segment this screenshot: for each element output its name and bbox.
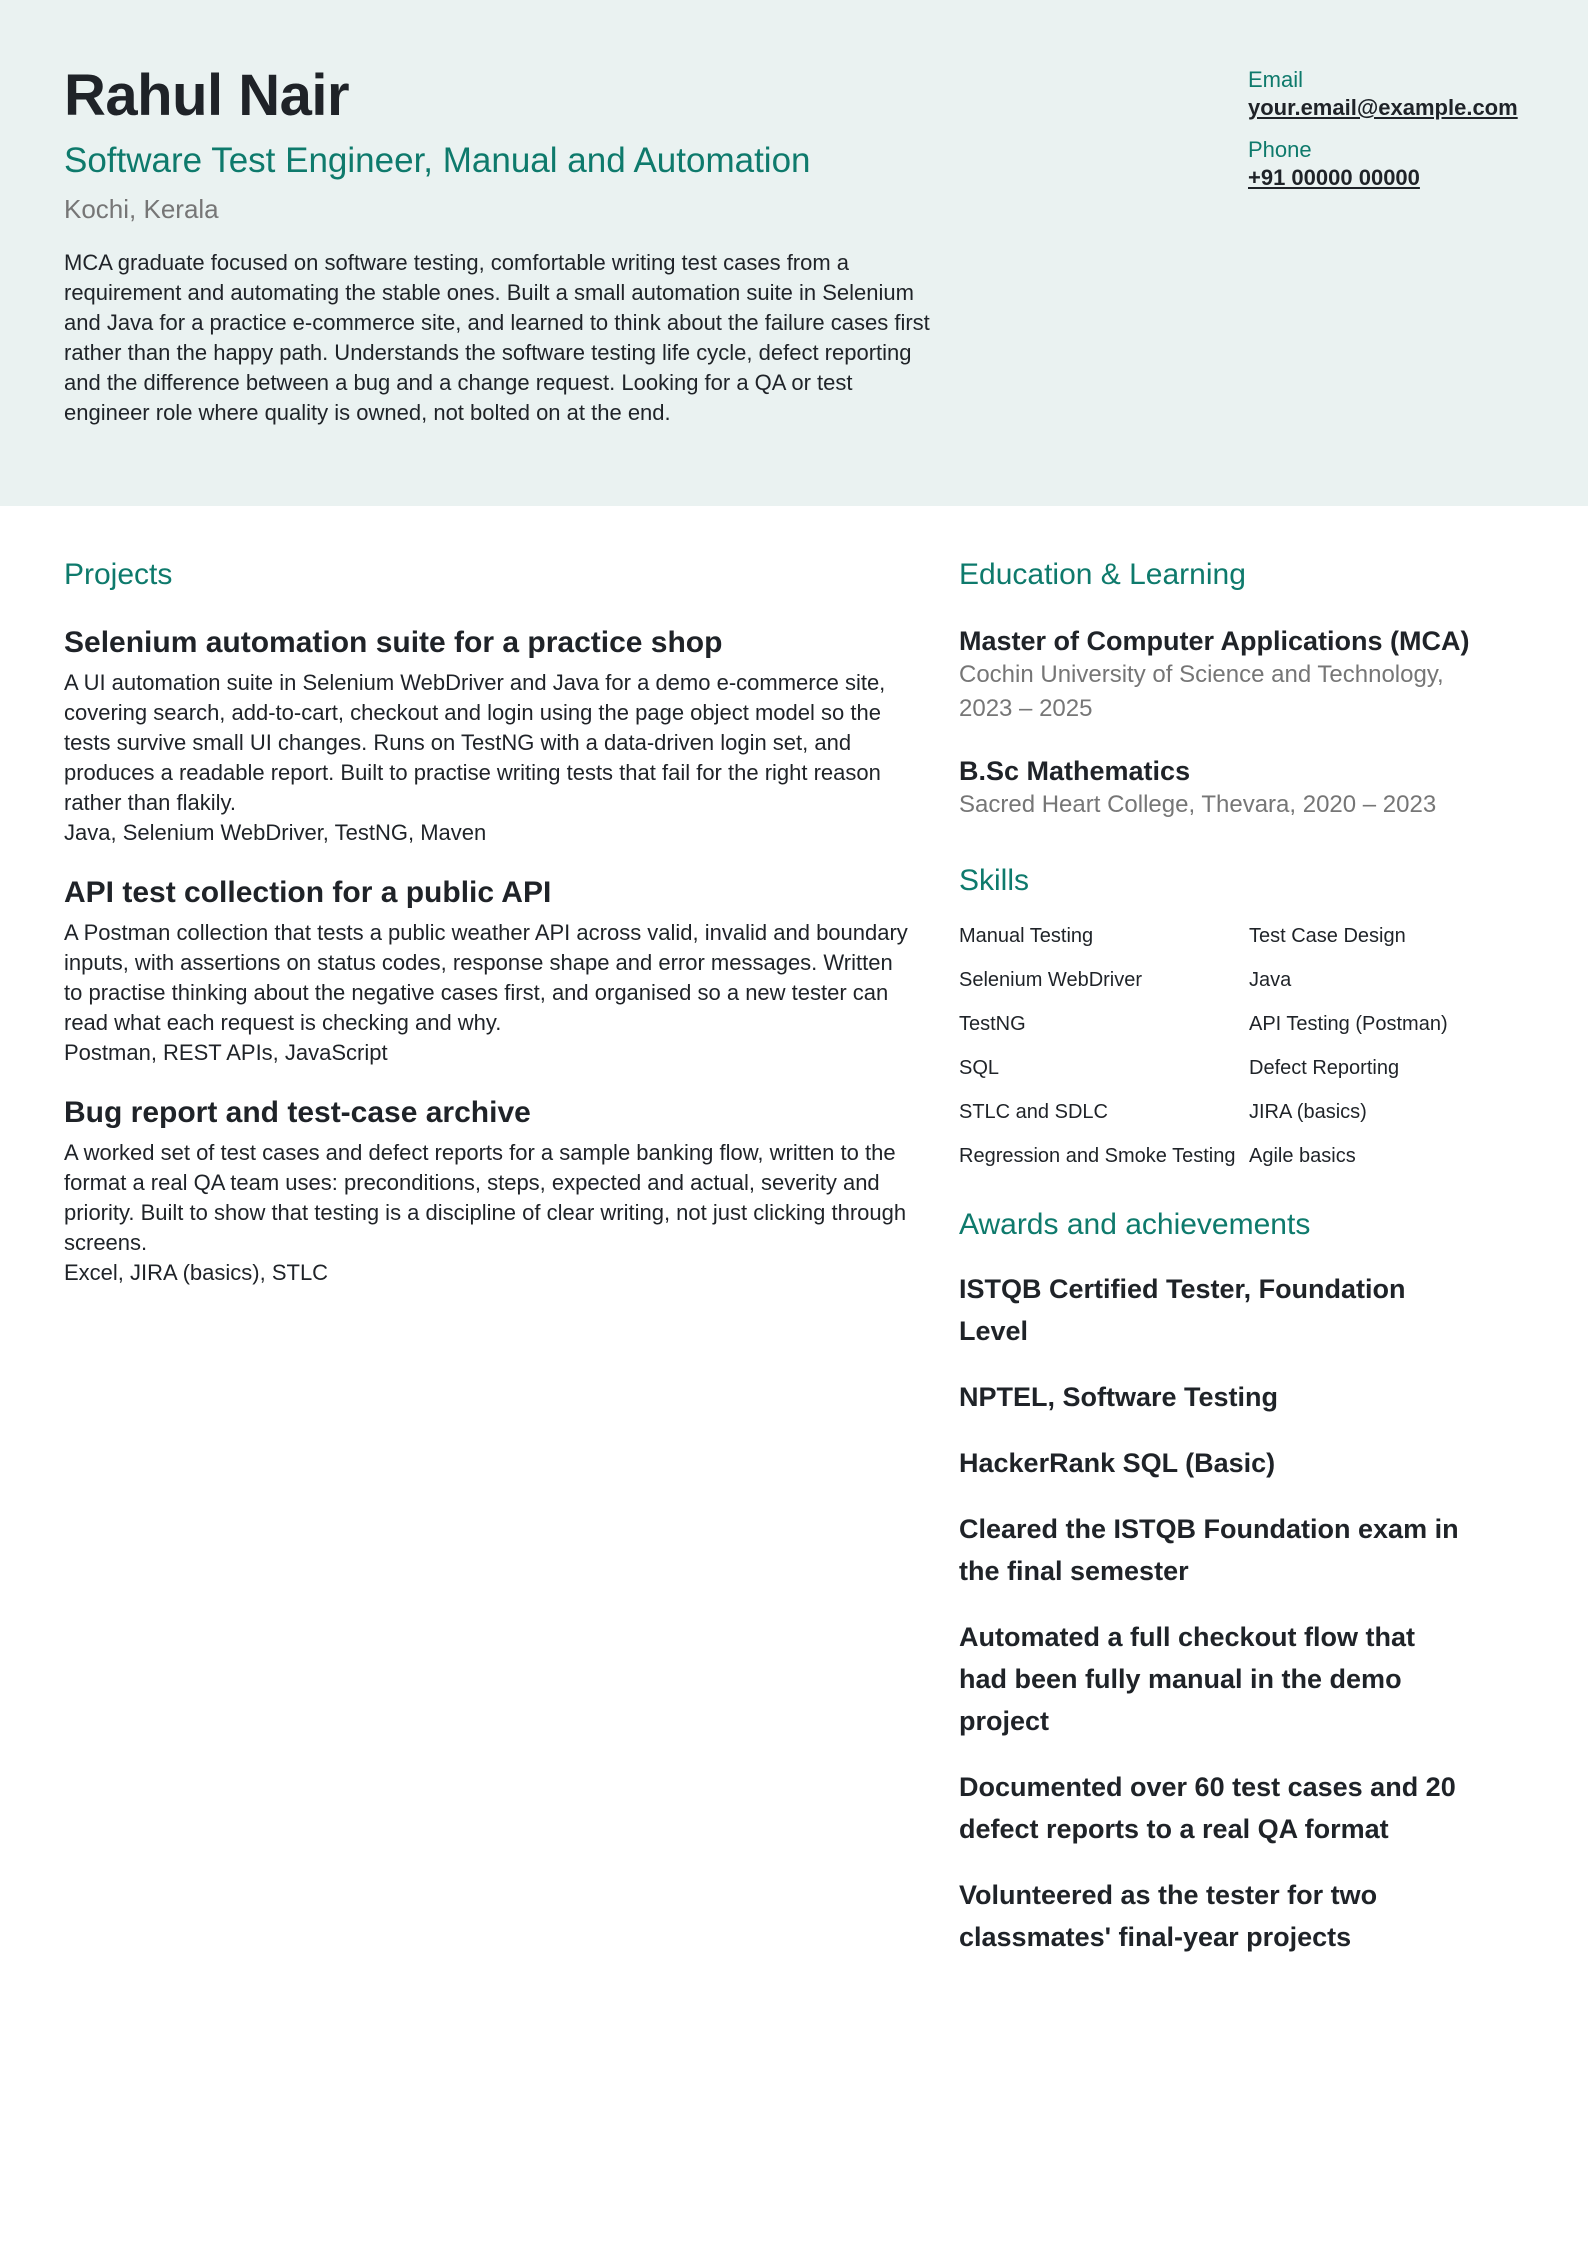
awards-heading: Awards and achievements [959, 1208, 1311, 1241]
skill-item: Regression and Smoke Testing [959, 1145, 1236, 1167]
candidate-location: Kochi, Kerala [64, 194, 219, 224]
awards-list [959, 1268, 1499, 1958]
project-item [64, 874, 914, 1068]
phone-link[interactable]: +91 00000 00000 [1248, 165, 1420, 190]
award-item: Documented over 60 test cases and 20 defect reports to a real QA format [959, 1772, 1456, 1844]
project-description: A UI automation suite in Selenium WebDriver and Java for a demo e-commerce site, covering search, add-to-cart, checkout and login using the page object model so the tests survive small UI changes. Runs on TestNG with a data-driven login set, and produces a readable report. Built to practise writing tests that fail for the right reason rather than flakily. [64, 670, 886, 815]
candidate-headline: Software Test Engineer, Manual and Automation [64, 141, 811, 180]
award-item: NPTEL, Software Testing [959, 1382, 1279, 1412]
award-item: Cleared the ISTQB Foundation exam in the final semester [959, 1514, 1459, 1586]
projects-column [64, 556, 914, 1288]
project-description: A Postman collection that tests a public weather API across valid, invalid and boundary inputs, with assertions on status codes, response shape and error messages. Written to practise thinking about the negative cases first, and organised so a new tester can read what each request is checking and why. [64, 920, 908, 1035]
skill-item: Test Case Design [1249, 925, 1406, 947]
project-item [64, 624, 914, 848]
skill-item: STLC and SDLC [959, 1101, 1108, 1123]
projects-heading: Projects [64, 558, 173, 591]
education-institution: Sacred Heart College, Thevara, 2020 – 2023 [959, 791, 1437, 818]
phone-label: Phone [1248, 137, 1312, 162]
skill-item: Java [1249, 969, 1292, 991]
skills-heading: Skills [959, 864, 1030, 897]
award-item: Automated a full checkout flow that had been fully manual in the demo project [959, 1622, 1416, 1736]
email-link[interactable]: your.email@example.com [1248, 95, 1518, 120]
education-heading: Education & Learning [959, 558, 1246, 591]
skill-item: TestNG [959, 1013, 1026, 1035]
project-item [64, 1094, 914, 1288]
skill-item: Manual Testing [959, 925, 1094, 947]
skill-item: Selenium WebDriver [959, 969, 1143, 991]
profile-summary: MCA graduate focused on software testing, comfortable writing test cases from a requirement and automating the stable ones. Built a small automation suite in Selenium and Java for a practice e-commerce site, and learned to think about the failure cases first rather than the happy path. Understands the software testing life cycle, defect reporting and the difference between a bug and a change request. Looking for a QA or test engineer role where quality is owned, not bolted on at the end. [64, 250, 930, 425]
project-tech-stack: Postman, REST APIs, JavaScript [64, 1040, 388, 1065]
project-description: A worked set of test cases and defect reports for a sample banking flow, written to the format a real QA team uses: preconditions, steps, expected and actual, severity and priority. Built to show that testing is a discipline of clear writing, not just clicking through screens. [64, 1140, 907, 1255]
contact-block [1248, 66, 1548, 192]
education-item [959, 754, 1499, 822]
education-item [959, 624, 1499, 726]
skill-item: JIRA (basics) [1249, 1101, 1367, 1123]
award-item: Volunteered as the tester for two classmates' final-year projects [959, 1880, 1378, 1952]
project-tech-stack: Java, Selenium WebDriver, TestNG, Maven [64, 820, 487, 845]
skill-item: Defect Reporting [1249, 1057, 1400, 1079]
resume-header [0, 0, 1588, 506]
sidebar-column [959, 556, 1499, 1982]
skill-item: SQL [959, 1057, 1000, 1079]
award-item: HackerRank SQL (Basic) [959, 1448, 1276, 1478]
education-institution: Cochin University of Science and Technology, 2023 – 2025 [959, 661, 1444, 722]
skill-item: API Testing (Postman) [1249, 1013, 1448, 1035]
candidate-name: Rahul Nair [64, 63, 350, 128]
skill-item: Agile basics [1249, 1145, 1356, 1167]
project-title: Bug report and test-case archive [64, 1096, 531, 1129]
project-title: Selenium automation suite for a practice shop [64, 626, 723, 659]
award-item: ISTQB Certified Tester, Foundation Level [959, 1274, 1406, 1346]
education-degree: B.Sc Mathematics [959, 756, 1191, 786]
education-degree: Master of Computer Applications (MCA) [959, 626, 1470, 656]
email-label: Email [1248, 67, 1304, 92]
project-title: API test collection for a public API [64, 876, 552, 909]
project-tech-stack: Excel, JIRA (basics), STLC [64, 1260, 329, 1285]
skills-grid [959, 922, 1499, 1170]
